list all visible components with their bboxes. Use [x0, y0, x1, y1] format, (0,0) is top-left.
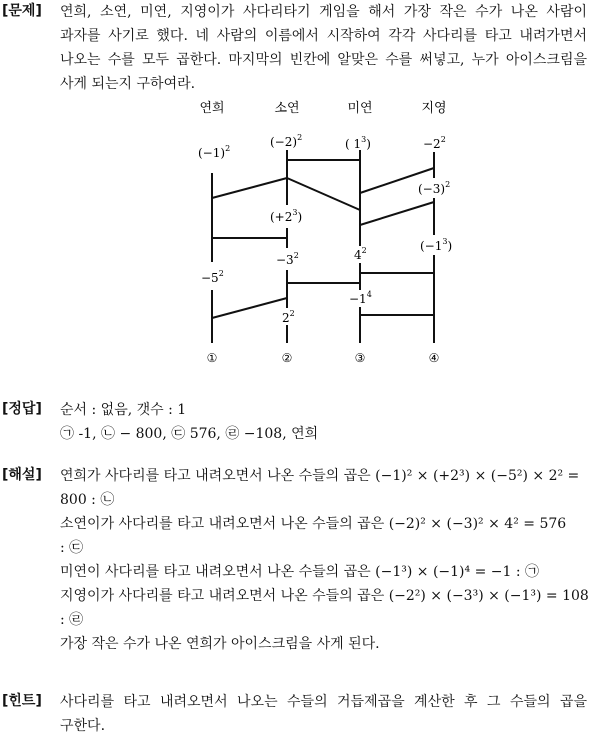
ladder-bottom-label: ①: [206, 351, 218, 365]
ladder-number: $(-1)^2$: [198, 144, 231, 160]
problem-line: 나오는 수를 모두 곱한다. 마지막의 빈칸에 알맞은 수를 써넣고, 누가 아이스크림을: [60, 52, 587, 68]
ladder-number: $(+2^3)$: [270, 208, 303, 224]
ladder-bottom-label: ③: [354, 351, 366, 365]
explanation-line: 지영이가 사다리를 타고 내려오면서 나온 수들의 곱은 (−2²) × (−3³) × (−1³) = 108: [60, 588, 589, 604]
ladder-rung: [287, 178, 360, 210]
answer-line: 순서 : 없음, 갯수 : 1: [60, 402, 187, 418]
answer-tag: [정답]: [2, 401, 42, 417]
explanation-line: 가장 작은 수가 나온 연희가 아이스크림을 사게 된다.: [60, 636, 380, 652]
math-expression: (−1)² × (+2³) × (−5²) × 2² =: [375, 468, 580, 484]
ladder-name: 지영: [421, 101, 447, 116]
answer-body: [60, 398, 587, 446]
hint-line: 사다리를 타고 내려오면서 나오는 수들의 거듭제곱을 계산한 후 그 수들의 곱을: [60, 694, 587, 710]
math-expression: (−2²) × (−3³) × (−1³) = 108: [388, 588, 589, 604]
explanation-line: : ㉢: [60, 540, 84, 556]
hint-body: [60, 690, 587, 738]
answer-line: ㉠ -1, ㉡ − 800, ㉢ 576, ㉣ −108, 연희: [60, 426, 319, 442]
problem-line: 사게 되는지 구하여라.: [60, 76, 196, 92]
ladder-number: $2^2$: [282, 309, 295, 325]
ladder-number: $-2^2$: [423, 135, 446, 151]
ladder-rung: [212, 298, 287, 318]
hint-tag: [힌트]: [2, 693, 42, 709]
explanation-line: 800 : ㉡: [60, 492, 115, 508]
ladder-number: $-3^2$: [276, 251, 299, 267]
problem-line: 과자를 사기로 했다. 네 사람의 이름에서 시작하여 각각 사다리를 타고 내려가면서: [60, 28, 587, 44]
explanation-line: : ㉣: [60, 612, 84, 628]
ladder-rung: [360, 202, 434, 225]
ladder-bottom-label: ②: [281, 351, 293, 365]
ladder-bottom-label: ④: [428, 351, 440, 365]
explanation-tag: [해설]: [2, 467, 42, 483]
ladder-number: ( $1^3$): [345, 135, 371, 151]
explanation-body: [60, 464, 587, 656]
math-expression: (−1³) × (−1)⁴ = −1 : ㉠: [375, 564, 540, 580]
problem-line: 연희, 소연, 미연, 지영이가 사다리타기 게임을 해서 가장 작은 수가 나온 사람이: [60, 4, 587, 20]
ladder-number: $4^2$: [354, 246, 367, 262]
hint-line: 구한다.: [60, 718, 106, 734]
ladder-name: 미연: [347, 101, 373, 116]
ladder-number: $(-1^3)$: [420, 237, 453, 253]
math-expression: (−2)² × (−3)² × 4² = 576: [388, 516, 567, 532]
problem-tag: [문제]: [2, 3, 42, 19]
explanation-line: 소연이가 사다리를 타고 내려오면서 나온 수들의 곱은 (−2)² × (−3)² × 4² = 576: [60, 516, 567, 532]
ladder-number: $(-2)^2$: [270, 133, 303, 149]
ladder-number: $-5^2$: [201, 269, 224, 285]
ladder-number: $(-3)^2$: [418, 180, 451, 196]
explanation-line: 연희가 사다리를 타고 내려오면서 나온 수들의 곱은 (−1)² × (+2³) × (−5²) × 2² =: [60, 468, 580, 484]
ladder-name: 소연: [274, 101, 300, 116]
ladder-name: 연희: [199, 101, 225, 116]
explanation-line: 미연이 사다리를 타고 내려오면서 나온 수들의 곱은 (−1³) × (−1)⁴ = −1 : ㉠: [60, 564, 540, 580]
ladder-number: $-1^4$: [349, 290, 372, 306]
ladder-rung: [212, 178, 287, 198]
